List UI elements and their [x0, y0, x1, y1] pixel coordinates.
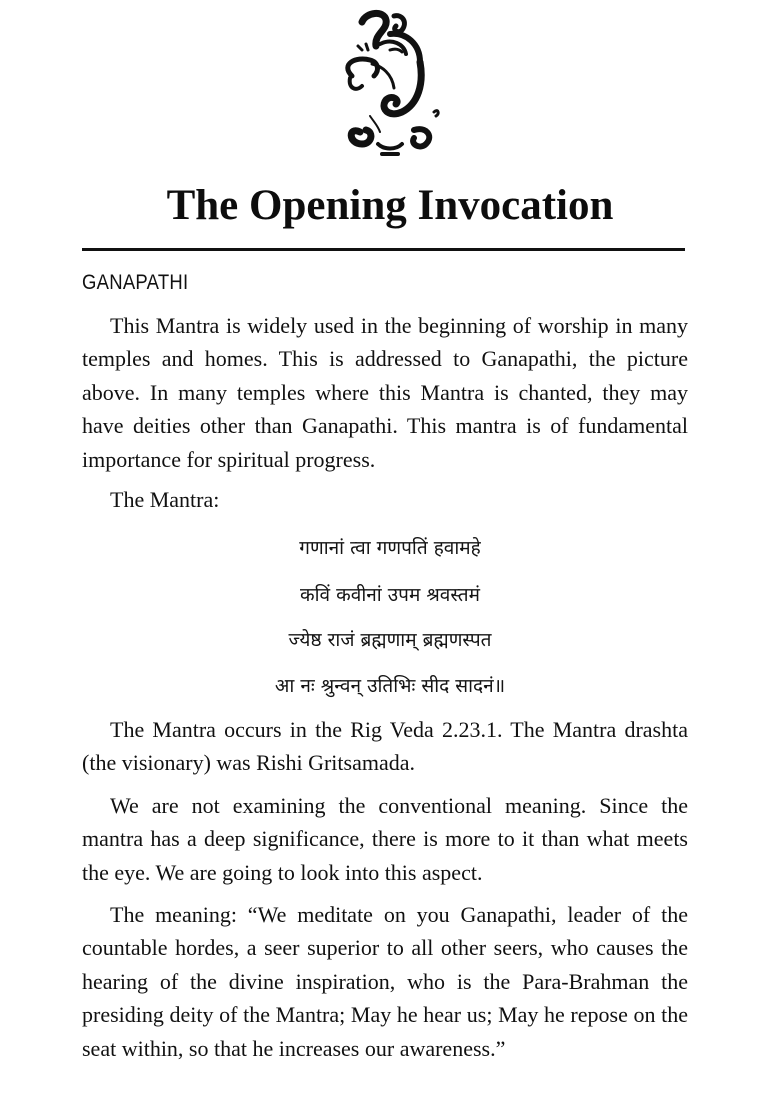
- approach-paragraph: [82, 789, 688, 889]
- source-paragraph-text: The Mantra occurs in the Rig Veda 2.23.1. The Mantra drashta (the visionary) was Rishi Gritsamada.: [82, 717, 688, 776]
- ganapathi-emblem-icon: [322, 4, 452, 162]
- page-title: The Opening Invocation: [166, 182, 614, 229]
- section-heading: GANAPATHI: [82, 271, 189, 294]
- meaning-paragraph-text: The meaning: “We meditate on you Ganapathi, leader of the countable hordes, a seer superior to all other seers, who causes the hearing of the divine inspiration, who is the Para-Brahman the presiding deity of the Mantra; May he hear us; May he repose on the seat within, so that he increases our awareness.”: [82, 902, 688, 1061]
- mantra-verse-1: गणानां त्वा गणपतिं हवामहे: [299, 537, 481, 559]
- intro-paragraph: [82, 309, 688, 476]
- mantra-verse-2: कविं कवीनां उपम श्रवस्तमं: [300, 584, 480, 606]
- approach-paragraph-text: We are not examining the conventional meaning. Since the mantra has a deep significance, there is more to it than what meets the eye. We are going to look into this aspect.: [82, 793, 688, 885]
- source-paragraph: [82, 713, 688, 780]
- meaning-paragraph: [82, 898, 688, 1065]
- title-divider: [82, 248, 685, 251]
- mantra-label: The Mantra:: [110, 487, 220, 512]
- mantra-verse-3: ज्येष्ठ राजं ब्रह्मणाम् ब्रह्मणस्पत: [288, 629, 492, 651]
- mantra-verse-4: आ नः श्रुन्वन् उतिभिः सीद सादनं॥: [274, 675, 506, 697]
- intro-paragraph-text: This Mantra is widely used in the beginning of worship in many temples and homes. This is addressed to Ganapathi, the picture above. In many temples where this Mantra is chanted, they may have deities other than Ganapathi. This mantra is of fundamental importance for spiritual progress.: [82, 313, 688, 472]
